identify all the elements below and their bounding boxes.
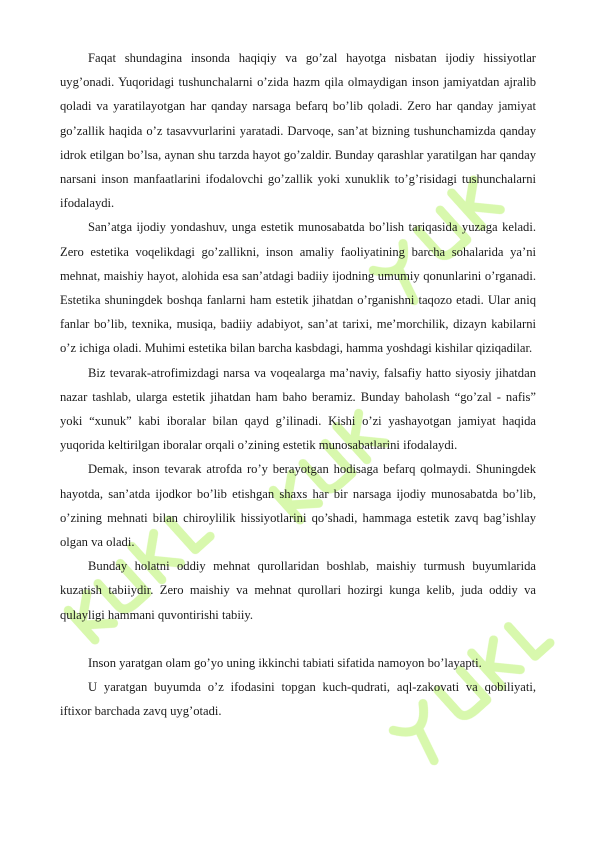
body-text — [60, 46, 536, 724]
paragraph-1: Faqat shundagina insonda haqiqiy va go’zal hayotga nisbatan ijodiy hissiyotlar uyg’onadi. Yuqoridagi tushunchalarni o’zida hazm qila olmaydigan inson jamiyatdan ajralib qoladi va yaratilayotgan har qanday narsaga befarq bo’lib qoladi. Zero har qanday jamiyat go’zallik haqida o’z tasavvurlarini yaratadi. Darvoqe, san’at bizning tushunchamizda qanday idrok etilgan bo’lsa, aynan shu tarzda hayot go’zaldir. Bunday qarashlar yaratilgan har qanday narsani inson manfaatlarini ifodalovchi go’zallik yoki xunuklik to’g’risidagi tushunchalarni ifodalaydi. — [60, 51, 536, 211]
paragraph-4: Demak, inson tevarak atrofda ro’y berayotgan hodisaga befarq qolmaydi. Shuningdek hayotda, san’atda ijodkor bo’lib etishgan shaxs har bir narsaga ijodiy munosabatda bo’lib, o’zining mehnati bilan chiroylilik hissiyotlarini qo’shadi, hammaga estetik zavq bag’ishlay olgan va oladi. — [60, 462, 536, 550]
paragraph-2: San’atga ijodiy yondashuv, unga estetik munosabatda bo’lish tariqasida yuzaga keladi. Zero estetika voqelikdagi go’zallikni, inson amaliy faoliyatining barcha sohalarida ya’ni mehnat, maishiy hayot, alohida esa san’atdagi badiiy ijodning umumiy qonunlarini o’rganadi. Estetika shuningdek boshqa fanlarni ham estetik jihatdan o’rganishni taqozo etadi. Ular aniq fanlar bo’lib, texnika, musiqa, badiiy adabiyot, san’at tarixi, me’morchilik, dizayn kabilarni o’z ichiga oladi. Muhimi estetika bilan barcha kasbdagi, hamma yoshdagi kishilar qiziqadilar. — [60, 220, 536, 356]
paragraph-7: U yaratgan buyumda o’z ifodasini topgan kuch-qudrati, aql-zakovati va qobiliyati, iftixor barchada zavq uyg’otadi. — [60, 680, 536, 719]
paragraph-3: Biz tevarak-atrofimizdagi narsa va voqealarga ma’naviy, falsafiy hatto siyosiy jihatdan nazar tashlab, ularga estetik jihatdan ham baho beramiz. Bunday baholash “go’zal - nafis” yoki “xunuk” kabi iboralar bilan qayd g’ilinadi. Kishi o’zi yashayotgan jamiyat haqida yuqorida keltirilgan iboralar orqali o’zining estetik munosabatlarini ifodalaydi. — [60, 365, 536, 453]
paragraph-6: Inson yaratgan olam go’yo uning ikkinchi tabiati sifatida namoyon bo’layapti. — [88, 656, 482, 671]
paragraph-5: Bunday holatni oddiy mehnat qurollaridan boshlab, maishiy turmush buyumlarida kuzatish tabiiydir. Zero maishiy va mehnat qurollari hozirgi kunga kelib, juda oddiy va qulayligi hammani quvontirishi tabiiy. — [60, 559, 536, 622]
